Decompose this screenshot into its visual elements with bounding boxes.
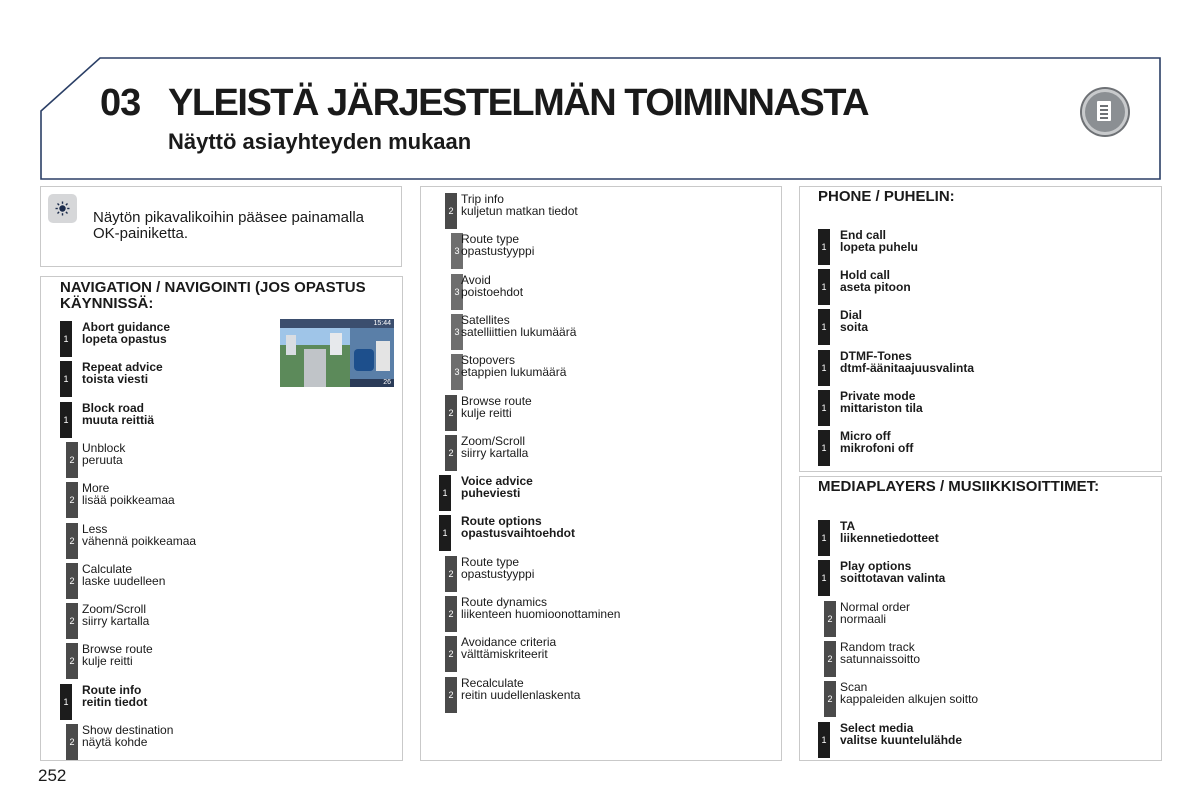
menu-item-label: Play options xyxy=(840,559,912,574)
menu-level-badge: 3 xyxy=(451,354,463,390)
menu-item-label: TA xyxy=(840,519,856,533)
menu-item xyxy=(445,636,785,672)
light-icon xyxy=(48,194,77,223)
menu-item xyxy=(445,435,785,471)
menu-item-translation: peruuta xyxy=(82,452,123,467)
menu-item-translation: soita xyxy=(840,320,869,335)
menu-item xyxy=(818,309,1158,345)
menu-level-badge: 2 xyxy=(66,724,78,760)
menu-item-translation: siirry kartalla xyxy=(461,445,529,460)
menu-item-translation: opastustyyppi xyxy=(461,566,535,581)
menu-item-translation: valitse kuuntelulähde xyxy=(840,732,963,747)
menu-item-label: Zoom/Scroll xyxy=(461,433,526,448)
menu-level-badge: 1 xyxy=(439,475,451,511)
menu-item-translation: kulje reitti xyxy=(461,405,512,420)
menu-item-label: Stopovers xyxy=(461,353,516,368)
menu-item xyxy=(60,684,400,720)
menu-item-translation: kulje reitti xyxy=(82,654,133,669)
menu-item-label: Trip info xyxy=(461,192,504,206)
menu-item-label: Satellites xyxy=(461,312,510,327)
menu-item xyxy=(445,677,785,713)
page-number: 252 xyxy=(38,766,67,785)
menu-level-badge: 1 xyxy=(60,684,72,720)
navigation-title: NAVIGATION / NAVIGOINTI (JOS OPASTUS KÄYNNISSÄ: xyxy=(60,279,366,312)
menu-level-badge: 1 xyxy=(818,520,830,556)
menu-item-label: Select media xyxy=(840,720,914,735)
menu-item-label: Calculate xyxy=(82,561,133,576)
menu-item xyxy=(445,596,785,632)
menu-level-badge: 1 xyxy=(818,390,830,426)
menu-item-label: Zoom/Scroll xyxy=(82,602,147,617)
nav-thumb-distance: 26 xyxy=(383,379,391,386)
menu-item-label: Show destination xyxy=(82,723,174,737)
menu-item xyxy=(439,515,779,551)
menu-item-translation: normaali xyxy=(840,611,887,626)
menu-item-label: End call xyxy=(840,228,887,242)
chapter-subtitle: Näyttö asiayhteyden mukaan xyxy=(168,129,472,154)
menu-level-badge: 1 xyxy=(818,430,830,466)
menu-item xyxy=(818,520,1158,556)
menu-item-translation: mikrofoni off xyxy=(840,441,914,455)
menu-item-label: Browse route xyxy=(82,642,153,657)
menu-item-translation: puheviesti xyxy=(461,486,521,501)
menu-level-badge: 2 xyxy=(66,523,78,559)
menu-level-badge: 1 xyxy=(818,350,830,386)
menu-item-translation: kuljetun matkan tiedot xyxy=(461,204,578,218)
menu-item-translation: mittariston tila xyxy=(840,400,923,415)
menu-item xyxy=(818,430,1158,466)
menu-item xyxy=(451,274,791,310)
phone-title: PHONE / PUHELIN: xyxy=(818,188,955,205)
menu-level-badge: 3 xyxy=(451,274,463,310)
menu-item xyxy=(60,321,400,357)
document-icon xyxy=(1082,89,1128,135)
menu-item-label: Less xyxy=(82,521,108,536)
menu-level-badge: 1 xyxy=(818,269,830,305)
menu-level-badge: 1 xyxy=(439,515,451,551)
menu-item xyxy=(66,442,406,478)
menu-item-translation: poistoehdot xyxy=(461,284,524,299)
menu-item-label: Abort guidance xyxy=(82,320,171,334)
menu-level-badge: 2 xyxy=(824,681,836,717)
menu-item-translation: opastusvaihtoehdot xyxy=(461,526,576,541)
menu-item-translation: etappien lukumäärä xyxy=(461,365,567,380)
menu-level-badge: 2 xyxy=(445,193,457,229)
media-title: MEDIAPLAYERS / MUSIIKKISOITTIMET: xyxy=(818,478,1100,495)
menu-level-badge: 3 xyxy=(451,233,463,269)
menu-item xyxy=(451,233,791,269)
menu-item-label: Unblock xyxy=(82,440,126,455)
menu-item-label: Route type xyxy=(461,554,520,569)
menu-item xyxy=(451,314,791,350)
menu-item-translation: laske uudelleen xyxy=(82,573,166,588)
chapter-title: YLEISTÄ JÄRJESTELMÄN TOIMINNASTA xyxy=(168,82,869,124)
menu-level-badge: 1 xyxy=(818,229,830,265)
menu-item-translation: kappaleiden alkujen soitto xyxy=(840,692,979,707)
menu-item-translation: lisää poikkeamaa xyxy=(82,493,175,508)
menu-item-label: Browse route xyxy=(461,393,532,408)
menu-item-translation: välttämiskriteerit xyxy=(461,647,548,662)
menu-level-badge: 2 xyxy=(66,563,78,599)
menu-item xyxy=(66,482,406,518)
menu-item-label: More xyxy=(82,481,110,496)
menu-item-translation: reitin tiedot xyxy=(82,694,148,709)
menu-item-label: Private mode xyxy=(840,388,916,403)
menu-level-badge: 2 xyxy=(445,556,457,592)
menu-item-translation: näytä kohde xyxy=(82,735,148,749)
menu-item-translation: vähennä poikkeamaa xyxy=(82,533,197,548)
menu-item-label: Avoid xyxy=(461,272,491,287)
menu-item-translation: lopeta opastus xyxy=(82,332,167,346)
nav-thumb-time: 15:44 xyxy=(373,320,391,327)
menu-item xyxy=(66,603,406,639)
menu-item xyxy=(824,641,1164,677)
menu-item-translation: liikennetiedotteet xyxy=(840,531,939,545)
menu-level-badge: 2 xyxy=(824,601,836,637)
menu-item-label: Repeat advice xyxy=(82,360,163,375)
menu-item-label: Avoidance criteria xyxy=(461,635,557,650)
menu-item xyxy=(60,402,400,438)
menu-item-translation: liikenteen huomioonottaminen xyxy=(461,607,621,621)
menu-item xyxy=(66,643,406,679)
menu-item-label: Route dynamics xyxy=(461,595,548,609)
menu-item-label: Micro off xyxy=(840,429,891,443)
menu-item xyxy=(66,523,406,559)
menu-item-translation: lopeta puhelu xyxy=(840,240,918,254)
menu-item xyxy=(818,269,1158,305)
menu-item xyxy=(445,395,785,431)
menu-level-badge: 2 xyxy=(66,482,78,518)
menu-item-translation: siirry kartalla xyxy=(82,614,150,629)
menu-item xyxy=(439,475,779,511)
menu-item xyxy=(818,722,1158,758)
menu-item-label: Voice advice xyxy=(461,474,533,489)
menu-item-translation: soittotavan valinta xyxy=(840,571,946,586)
menu-level-badge: 2 xyxy=(66,442,78,478)
menu-level-badge: 1 xyxy=(818,560,830,596)
menu-item xyxy=(66,724,406,760)
menu-item xyxy=(818,350,1158,386)
chapter-number: 03 xyxy=(100,82,141,124)
menu-item-translation: reitin uudellenlaskenta xyxy=(461,687,581,702)
menu-level-badge: 2 xyxy=(824,641,836,677)
menu-level-badge: 2 xyxy=(445,395,457,431)
menu-item-label: Block road xyxy=(82,400,145,415)
menu-item xyxy=(66,563,406,599)
menu-item-label: Dial xyxy=(840,308,863,323)
menu-level-badge: 3 xyxy=(451,314,463,350)
menu-item-label: Route info xyxy=(82,682,142,697)
menu-item-label: Route type xyxy=(461,232,520,247)
menu-item-label: Scan xyxy=(840,680,868,695)
menu-level-badge: 2 xyxy=(445,596,457,632)
menu-item xyxy=(451,354,791,390)
menu-item xyxy=(818,560,1158,596)
menu-item xyxy=(818,390,1158,426)
menu-level-badge: 2 xyxy=(66,603,78,639)
menu-item-label: Route options xyxy=(461,514,542,529)
menu-item xyxy=(60,361,400,397)
menu-item-label: DTMF-Tones xyxy=(840,348,912,363)
menu-item xyxy=(818,229,1158,265)
menu-item-translation: aseta pitoon xyxy=(840,280,911,295)
menu-item xyxy=(824,681,1164,717)
menu-item-translation: dtmf-äänitaajuusvalinta xyxy=(840,360,975,375)
menu-item-translation: satunnaissoitto xyxy=(840,651,921,666)
menu-item-label: Hold call xyxy=(840,268,891,283)
menu-level-badge: 2 xyxy=(445,677,457,713)
menu-level-badge: 1 xyxy=(60,361,72,397)
menu-level-badge: 1 xyxy=(818,722,830,758)
menu-level-badge: 2 xyxy=(445,435,457,471)
menu-item xyxy=(445,193,785,229)
menu-level-badge: 2 xyxy=(445,636,457,672)
menu-item-label: Random track xyxy=(840,639,915,654)
menu-item-translation: muuta reittiä xyxy=(82,412,155,427)
menu-item-translation: opastustyyppi xyxy=(461,244,535,259)
intro-text: Näytön pikavalikoihin pääsee painamalla OK-painiketta. xyxy=(93,209,365,242)
menu-item-label: Recalculate xyxy=(461,675,524,690)
menu-item-translation: satelliittien lukumäärä xyxy=(461,324,577,339)
menu-level-badge: 2 xyxy=(66,643,78,679)
menu-item xyxy=(445,556,785,592)
menu-item-translation: toista viesti xyxy=(82,372,149,387)
menu-level-badge: 1 xyxy=(60,321,72,357)
menu-level-badge: 1 xyxy=(818,309,830,345)
menu-level-badge: 1 xyxy=(60,402,72,438)
menu-item xyxy=(824,601,1164,637)
menu-item-label: Normal order xyxy=(840,599,911,614)
